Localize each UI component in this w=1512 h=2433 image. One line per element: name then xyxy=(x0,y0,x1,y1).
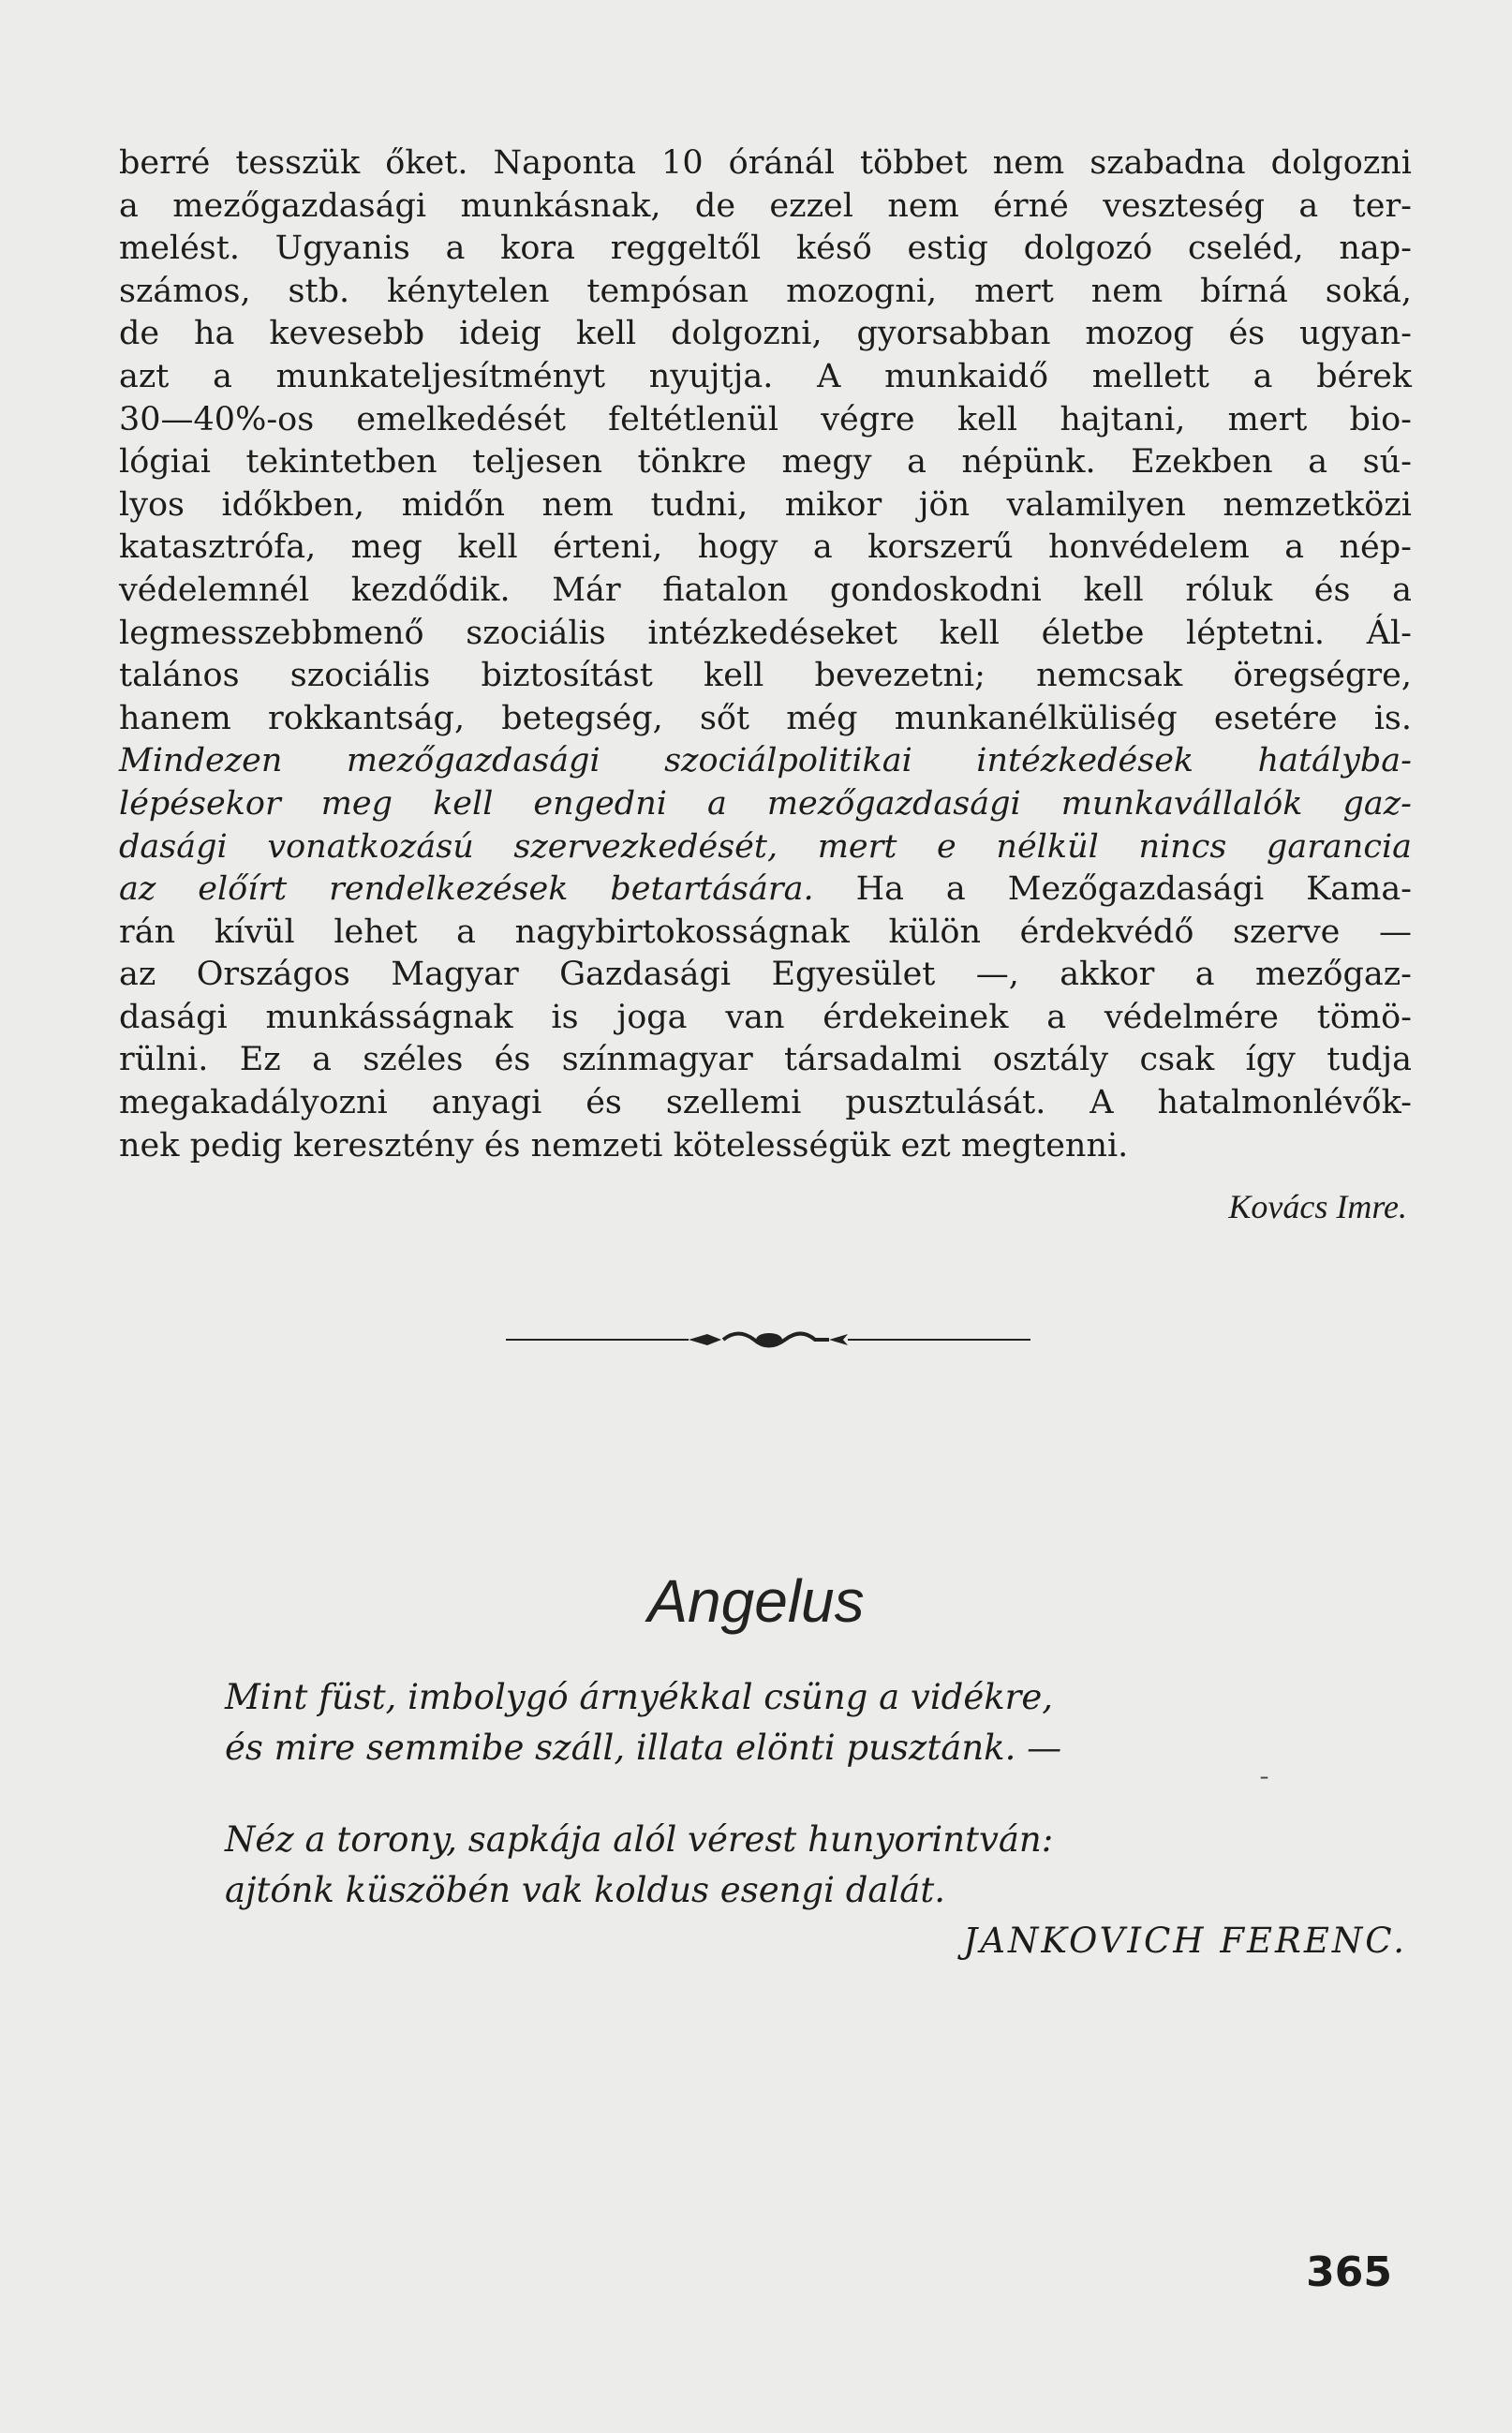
poem-stanza xyxy=(225,1672,1061,1773)
text-line: hanem rokkantság, betegség, sőt még munkanélküliség esetére is. xyxy=(119,699,1412,737)
text-line: megakadályozni anyagi és szellemi pusztulását. A hatalmonlévők- xyxy=(119,1084,1412,1122)
poem-stanza xyxy=(225,1815,1061,1916)
poem-title: Angelus xyxy=(647,1567,865,1635)
text-line: védelemnél kezdődik. Már fiatalon gondoskodni kell róluk és a xyxy=(119,571,1412,609)
text-line: dasági munkásságnak is joga van érdekeinek a védelmére tömö- xyxy=(119,998,1412,1036)
text-line: lyos időkben, midőn nem tudni, mikor jön valamilyen nemzetközi xyxy=(119,485,1412,524)
text-line: berré tesszük őket. Naponta 10 óránál többet nem szabadna dolgozni xyxy=(119,144,1412,182)
italic-span: az előírt rendelkezések betartására. xyxy=(119,870,814,909)
mixed-text-line xyxy=(119,868,1412,912)
text-line: nek pedig keresztény és nemzeti kötelességük ezt megtenni. xyxy=(119,1126,1129,1165)
page-number: 365 xyxy=(1306,2248,1392,2296)
poem-line: és mire semmibe száll, illata elönti pusztánk. — xyxy=(225,1728,1062,1768)
plain-span: Ha a Mezőgazdasági Kama- xyxy=(813,870,1413,909)
text-line: rülni. Ez a széles és színmagyar társadalmi osztály csak így tudja xyxy=(119,1041,1412,1079)
text-line: melést. Ugyanis a kora reggeltől késő estig dolgozó cseléd, nap- xyxy=(119,230,1412,268)
text-line: rán kívül lehet a nagybirtokosságnak külön érdekvédő szerve — xyxy=(119,912,1412,951)
poem-line: Mint füst, imbolygó árnyékkal csüng a vidékre, xyxy=(225,1677,1054,1717)
divider-ornament-icon xyxy=(506,1326,1030,1354)
text-line: de ha kevesebb ideig kell dolgozni, gyorsabban mozog és ugyan- xyxy=(119,315,1412,353)
poem-author: JANKOVICH FERENC. xyxy=(963,1921,1407,1961)
poem-body xyxy=(225,1672,1061,1957)
text-line: az Országos Magyar Gazdasági Egyesület —, akkor a mezőgaz- xyxy=(119,956,1412,994)
text-line: talános szociális biztosítást kell bevezetni; nemcsak öregségre, xyxy=(119,657,1412,695)
text-line: számos, stb. kénytelen tempósan mozogni, mert nem bírná soká, xyxy=(119,272,1412,310)
text-line: legmesszebbmenő szociális intézkedéseket kell életbe léptetni. Ál- xyxy=(119,614,1412,652)
italic-text-line: lépésekor meg kell engedni a mezőgazdasági munkavállalók gaz- xyxy=(119,784,1412,823)
italic-text-line: Mindezen mezőgazdasági szociálpolitikai intézkedések hatályba- xyxy=(119,742,1412,780)
italic-text-line: dasági vonatkozású szervezkedését, mert e nélkül nincs garancia xyxy=(119,827,1412,866)
article-text xyxy=(119,142,1412,1167)
article-signature: Kovács Imre. xyxy=(1228,1188,1407,1225)
stray-mark: ˉ xyxy=(1258,1773,1270,1802)
poem-line: ajtónk küszöbén vak koldus esengi dalát. xyxy=(225,1870,945,1910)
text-line: katasztrófa, meg kell érteni, hogy a korszerű honvédelem a nép- xyxy=(119,528,1412,567)
text-line: a mezőgazdasági munkásnak, de ezzel nem érné veszteség a ter- xyxy=(119,186,1412,225)
text-line: 30—40%-os emelkedését feltétlenül végre kell hajtani, mert bio- xyxy=(119,400,1412,438)
poem-line: Néz a torony, sapkája alól vérest hunyorintván: xyxy=(225,1819,1054,1860)
text-line: lógiai tekintetben teljesen tönkre megy a népünk. Ezekben a sú- xyxy=(119,443,1412,482)
text-line: azt a munkateljesítményt nyujtja. A munkaidő mellett a bérek xyxy=(119,357,1412,395)
